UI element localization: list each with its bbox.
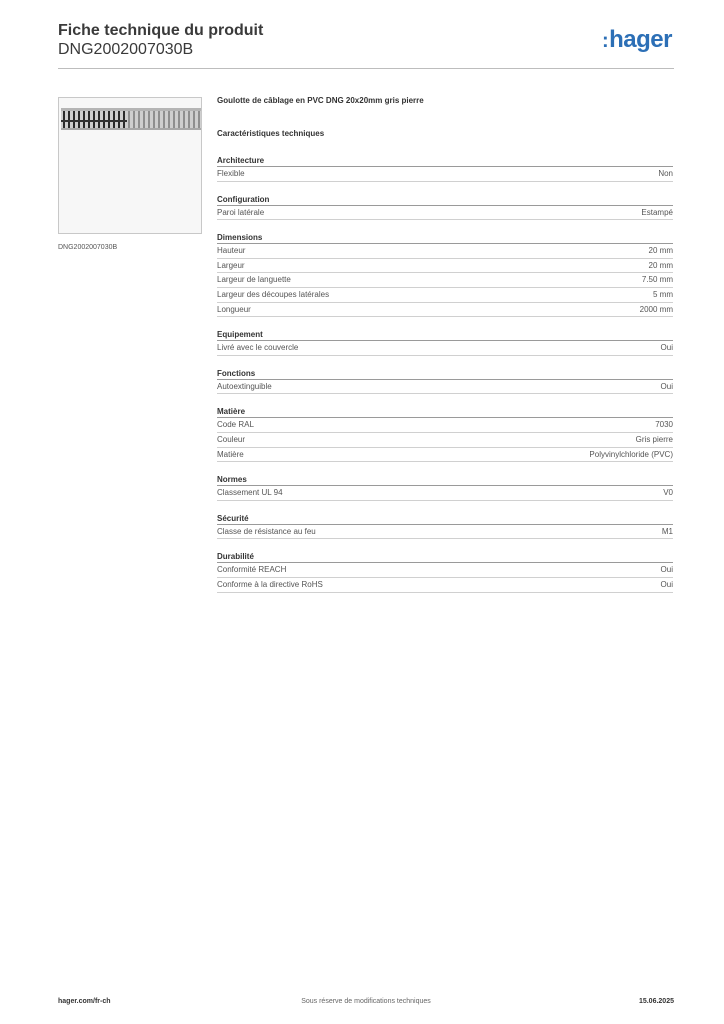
spec-group-title: Architecture xyxy=(217,155,673,167)
spec-value: 20 mm xyxy=(648,260,673,270)
spec-group xyxy=(217,232,673,317)
spec-group-title: Normes xyxy=(217,474,673,486)
spec-value: Non xyxy=(658,169,673,178)
spec-label: Paroi latérale xyxy=(217,207,265,217)
spec-row xyxy=(217,578,673,593)
spec-value: Estampé xyxy=(641,207,673,217)
spec-value: Oui xyxy=(660,565,673,575)
product-reference: DNG2002007030B xyxy=(58,41,194,58)
footer-date: 15.06.2025 xyxy=(638,998,674,1005)
spec-section-title: Caractéristiques techniques xyxy=(217,129,325,138)
spec-label: Hauteur xyxy=(217,246,246,256)
spec-group-title: Configuration xyxy=(217,194,673,206)
spec-group xyxy=(217,474,673,501)
spec-group-title: Matière xyxy=(217,406,673,418)
spec-row xyxy=(217,341,673,356)
spec-label: Conforme à la directive RoHS xyxy=(217,579,323,589)
cable-duct-illustration xyxy=(59,98,202,234)
spec-value: Polyvinylchloride (PVC) xyxy=(589,449,673,459)
spec-group xyxy=(217,194,673,221)
product-image xyxy=(58,97,202,234)
spec-label: Largeur xyxy=(217,260,245,270)
page-footer xyxy=(58,998,674,1010)
spec-value: 7.50 mm xyxy=(641,275,673,285)
spec-group xyxy=(217,368,673,395)
spec-value: Oui xyxy=(660,343,673,353)
spec-value: 7030 xyxy=(655,420,673,430)
spec-row xyxy=(217,486,673,501)
spec-label: Flexible xyxy=(217,169,245,178)
spec-label: Classement UL 94 xyxy=(217,488,283,498)
logo-dots: : xyxy=(601,30,609,52)
spec-value: M1 xyxy=(661,526,673,536)
spec-value: 5 mm xyxy=(653,289,673,299)
spec-row xyxy=(217,418,673,433)
spec-label: Couleur xyxy=(217,434,246,444)
footer-notice: Sous réserve de modifications techniques xyxy=(301,998,431,1005)
page-header xyxy=(58,22,674,68)
spec-group-title: Sécurité xyxy=(217,513,673,525)
spec-row xyxy=(217,525,673,540)
spec-row xyxy=(217,303,673,318)
spec-label: Autoextinguible xyxy=(217,381,272,391)
spec-label: Largeur de languette xyxy=(217,275,291,285)
spec-group xyxy=(217,329,673,356)
spec-row xyxy=(217,244,673,259)
spec-group xyxy=(217,155,673,182)
logo-text: hager xyxy=(609,26,672,53)
spec-value: 20 mm xyxy=(648,246,673,256)
product-details xyxy=(217,96,673,593)
spec-group-title: Fonctions xyxy=(217,368,673,380)
header-divider xyxy=(58,68,674,69)
spec-group xyxy=(217,551,673,592)
footer-website-link[interactable]: hager.com/fr-ch xyxy=(58,998,111,1005)
spec-row xyxy=(217,380,673,395)
spec-group xyxy=(217,406,673,462)
spec-label: Code RAL xyxy=(217,420,254,430)
product-name: Goulotte de câblage en PVC DNG 20x20mm gris pierre xyxy=(217,96,424,105)
hager-logo[interactable] xyxy=(602,26,672,54)
spec-label: Longueur xyxy=(217,304,251,314)
spec-value: Gris pierre xyxy=(635,434,673,444)
spec-group-title: Equipement xyxy=(217,329,673,341)
spec-row xyxy=(217,288,673,303)
spec-groups xyxy=(217,155,673,593)
spec-label: Largeur des découpes latérales xyxy=(217,289,330,299)
spec-value: 2000 mm xyxy=(639,304,673,314)
spec-row xyxy=(217,206,673,221)
spec-row xyxy=(217,433,673,448)
spec-group-title: Durabilité xyxy=(217,551,673,563)
spec-value: Oui xyxy=(660,579,673,589)
spec-label: Matière xyxy=(217,449,244,459)
spec-row xyxy=(217,259,673,274)
spec-group xyxy=(217,513,673,540)
spec-row xyxy=(217,273,673,288)
spec-label: Conformité REACH xyxy=(217,565,287,575)
spec-row xyxy=(217,448,673,463)
spec-group-title: Dimensions xyxy=(217,232,673,244)
spec-label: Classe de résistance au feu xyxy=(217,526,316,536)
spec-row xyxy=(217,167,673,182)
spec-row xyxy=(217,563,673,578)
spec-value: V0 xyxy=(663,488,673,498)
spec-label: Livré avec le couvercle xyxy=(217,343,299,353)
spec-value: Oui xyxy=(660,381,673,391)
page-title: Fiche technique du produit xyxy=(58,22,264,39)
image-caption: DNG2002007030B xyxy=(58,244,118,251)
